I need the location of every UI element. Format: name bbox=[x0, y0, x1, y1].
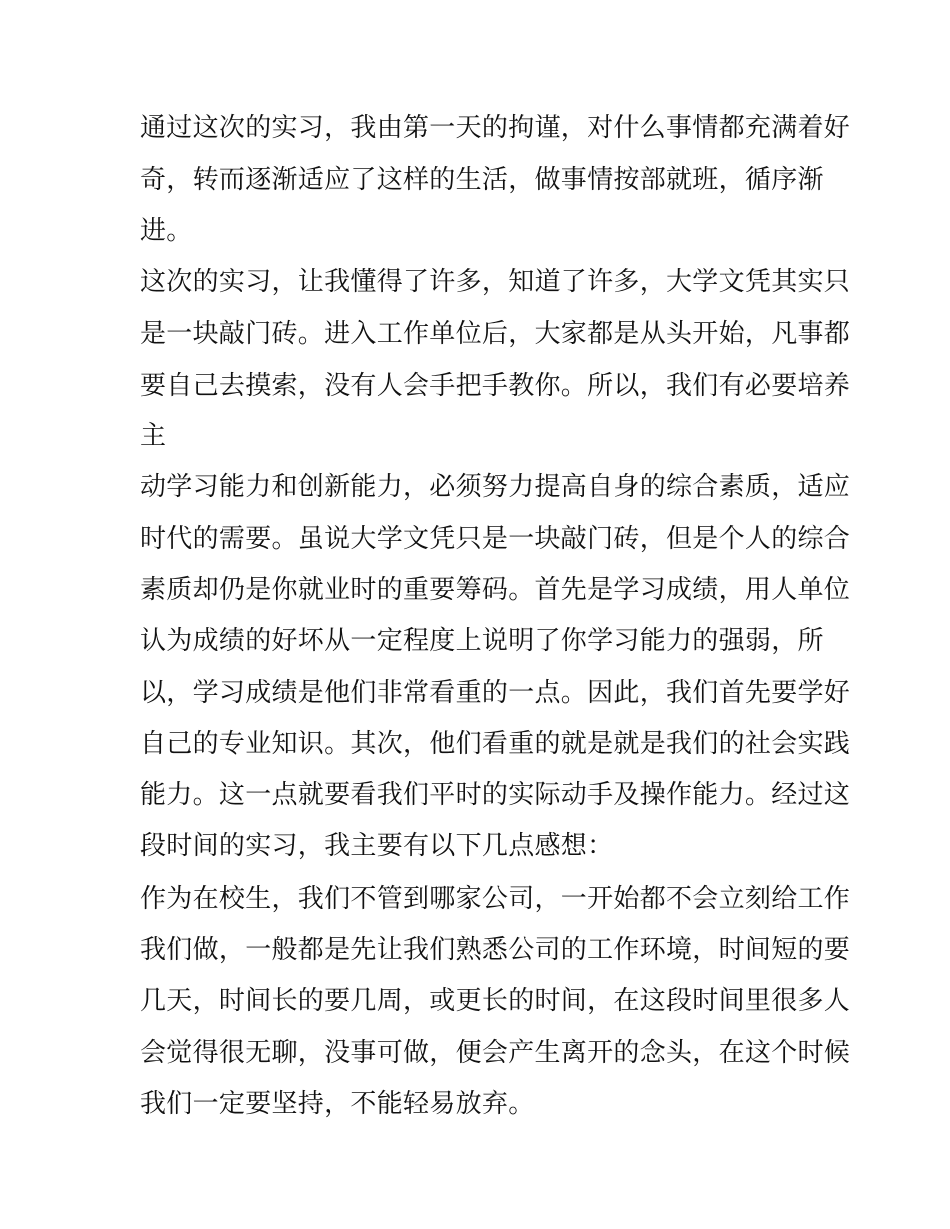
text-line: 奇，转而逐渐适应了这样的生活，做事情按部就班，循序渐 bbox=[140, 165, 824, 195]
text-line: 会觉得很无聊，没事可做，便会产生离开的念头，在这个时候 bbox=[140, 1038, 851, 1068]
text-line: 这次的实习，让我懂得了许多，知道了许多，大学文凭其实只 bbox=[140, 267, 851, 297]
text-line: 主 bbox=[140, 421, 167, 451]
text-line: 素质却仍是你就业时的重要筹码。首先是学习成绩，用人单位 bbox=[140, 575, 851, 605]
text-line: 认为成绩的好坏从一定程度上说明了你学习能力的强弱，所 bbox=[140, 626, 824, 656]
text-line: 我们做，一般都是先让我们熟悉公司的工作环境，时间短的要 bbox=[140, 935, 851, 965]
text-line: 以，学习成绩是他们非常看重的一点。因此，我们首先要学好 bbox=[140, 678, 851, 708]
text-line: 进。 bbox=[140, 216, 193, 246]
text-line: 几天，时间长的要几周，或更长的时间，在这段时间里很多人 bbox=[140, 986, 851, 1016]
text-line: 动学习能力和创新能力，必须努力提高自身的综合素质，适应 bbox=[140, 472, 851, 502]
text-line: 自己的专业知识。其次，他们看重的就是就是我们的社会实践 bbox=[140, 729, 851, 759]
text-line: 我们一定要坚持，不能轻易放弃。 bbox=[140, 1089, 535, 1119]
text-line: 段时间的实习，我主要有以下几点感想： bbox=[140, 831, 614, 861]
text-line: 通过这次的实习，我由第一天的拘谨，对什么事情都充满着好 bbox=[140, 113, 851, 143]
text-line: 时代的需要。虽说大学文凭只是一块敲门砖，但是个人的综合 bbox=[140, 524, 851, 554]
text-line: 要自己去摸索，没有人会手把手教你。所以，我们有必要培养 bbox=[140, 371, 851, 401]
text-line: 是一块敲门砖。进入工作单位后，大家都是从头开始，凡事都 bbox=[140, 319, 851, 349]
text-line: 作为在校生，我们不管到哪家公司，一开始都不会立刻给工作 bbox=[140, 884, 851, 914]
text-line: 能力。这一点就要看我们平时的实际动手及操作能力。经过这 bbox=[140, 780, 851, 810]
